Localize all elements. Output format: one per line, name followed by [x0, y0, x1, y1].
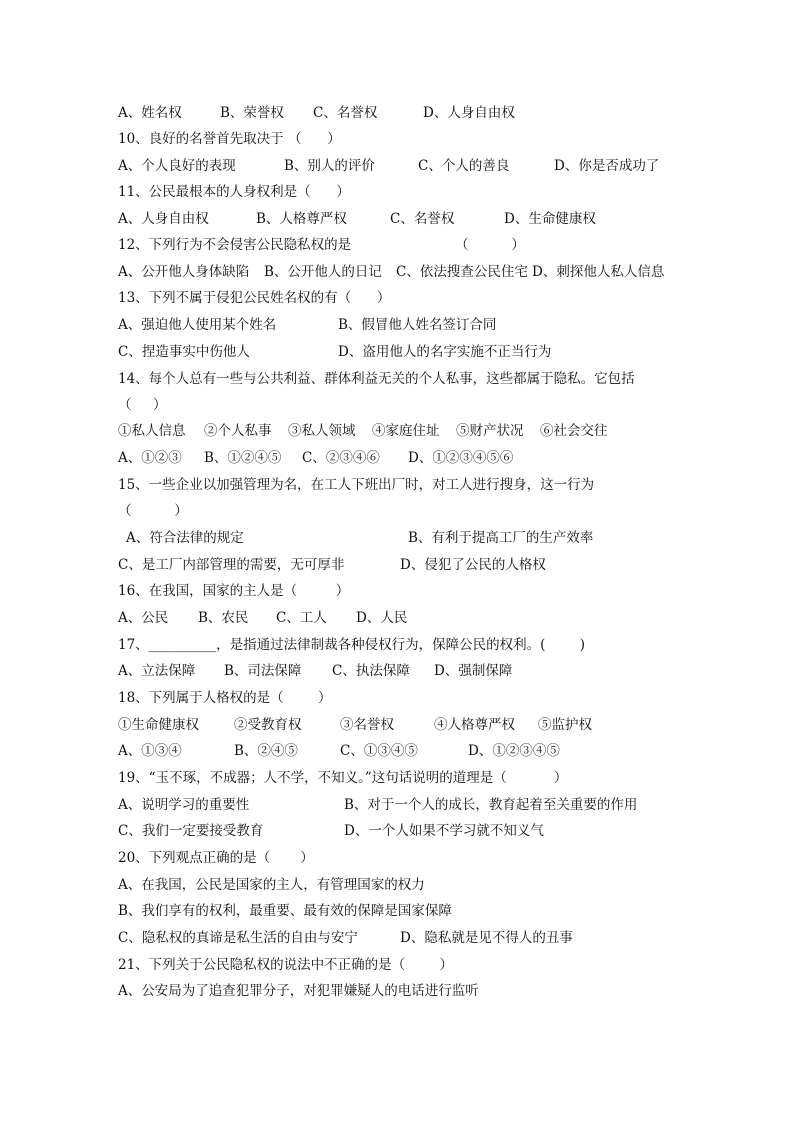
text-segment: A、①②③ — [118, 450, 182, 466]
text-line — [118, 658, 734, 684]
text-content: （ ） — [118, 503, 188, 519]
text-segment: 12、下列行为不会侵害公民隐私权的是 — [118, 237, 352, 253]
text-content: 16、在我国，国家的主人是（ ） — [118, 583, 350, 599]
text-line — [118, 765, 734, 791]
text-line — [118, 792, 734, 818]
text-line — [118, 285, 734, 311]
text-segment: B、人格尊严权 — [256, 211, 347, 227]
text-segment: A、符合法律的规定 — [126, 530, 244, 546]
text-content: 14、每个人总有一些与公共利益、群体利益无关的个人私事，这些都属于隐私。它包括 — [118, 371, 635, 387]
text-segment: D、人民 — [356, 610, 408, 626]
text-segment: C、工人 — [276, 610, 327, 626]
text-line — [118, 898, 734, 924]
text-segment: D、一个人如果不学习就不知义气 — [344, 823, 544, 839]
text-line — [118, 605, 734, 631]
text-line — [118, 418, 734, 444]
text-segment: C、②③④⑥ — [302, 450, 380, 466]
text-line — [118, 552, 734, 578]
text-line — [118, 632, 734, 658]
text-segment: A、①③④ — [118, 743, 182, 759]
text-line — [118, 978, 734, 1004]
text-segment: C、名誉权 — [313, 105, 378, 121]
text-segment: B、农民 — [198, 610, 249, 626]
text-line — [118, 312, 734, 338]
text-line — [118, 685, 734, 711]
text-line — [118, 445, 734, 471]
text-content: B、我们享有的权利，最重要、最有效的保障是国家保障 — [118, 903, 452, 919]
text-content: （ ） — [118, 397, 167, 413]
text-segment: ⑤财产状况 — [456, 423, 524, 439]
text-line — [118, 845, 734, 871]
text-segment: D、侵犯了公民的人格权 — [400, 557, 546, 573]
text-segment: D、强制保障 — [434, 663, 513, 679]
text-segment: B、有利于提高工厂的生产效率 — [408, 530, 594, 546]
text-line — [118, 153, 734, 179]
text-line — [118, 126, 734, 152]
text-segment: D、盗用他人的名字实施不正当行为 — [338, 344, 552, 360]
text-segment: D、①②③④⑤ — [468, 743, 560, 759]
text-segment: ④人格尊严权 — [434, 717, 515, 733]
text-segment: C、是工厂内部管理的需要，无可厚非 — [118, 557, 345, 573]
text-segment: ④家庭住址 — [372, 423, 440, 439]
text-segment: D、隐私就是见不得人的丑事 — [400, 930, 573, 946]
text-line — [118, 712, 734, 738]
text-segment: C、依法搜查公民住宅 — [396, 264, 528, 280]
text-segment: D、①②③④⑤⑥ — [408, 450, 514, 466]
text-line — [118, 392, 734, 418]
text-segment: D、你是否成功了 — [554, 158, 660, 174]
text-segment: A、姓名权 — [118, 105, 182, 121]
text-segment: A、人身自由权 — [118, 211, 209, 227]
text-segment: B、荣誉权 — [220, 105, 284, 121]
text-content: 11、公民最根本的人身权利是（ ） — [118, 184, 350, 200]
text-segment: B、别人的评价 — [284, 158, 375, 174]
text-segment: ③名誉权 — [340, 717, 394, 733]
text-segment: C、个人的善良 — [418, 158, 510, 174]
text-segment: D、生命健康权 — [504, 211, 596, 227]
text-line — [118, 472, 734, 498]
text-content: 20、下列观点正确的是（ ） — [118, 850, 314, 866]
text-segment: C、名誉权 — [390, 211, 455, 227]
text-segment: B、公开他人的日记 — [264, 264, 382, 280]
text-segment: （ ） — [455, 237, 525, 253]
text-segment: A、强迫他人使用某个姓名 — [118, 317, 277, 333]
text-segment: A、公开他人身体缺陷 — [118, 264, 250, 280]
text-segment: C、我们一定要接受教育 — [118, 823, 264, 839]
text-line — [118, 818, 734, 844]
text-line — [118, 259, 734, 285]
text-content: 10、良好的名誉首先取决于 （ ） — [118, 131, 341, 147]
text-line — [118, 578, 734, 604]
text-segment: ③私人领域 — [288, 423, 356, 439]
text-segment: B、对于一个人的成长，教育起着至关重要的作用 — [344, 797, 638, 813]
text-line — [118, 872, 734, 898]
text-line — [118, 100, 734, 126]
text-line — [118, 179, 734, 205]
text-line — [118, 366, 734, 392]
text-content: A、在我国，公民是国家的主人，有管理国家的权力 — [118, 877, 425, 893]
text-segment: C、捏造事实中伤他人 — [118, 344, 250, 360]
text-content: 18、下列属于人格权的是（ ） — [118, 690, 332, 706]
text-segment: ⑤监护权 — [538, 717, 592, 733]
text-segment: B、司法保障 — [224, 663, 302, 679]
text-content: 19、“玉不琢，不成器；人不学，不知义。”这句话说明的道理是（ ） — [118, 770, 568, 786]
text-content: 13、下列不属于侵犯公民姓名权的有（ ） — [118, 290, 391, 306]
text-line — [118, 738, 734, 764]
text-line — [118, 498, 734, 524]
text-segment: ①生命健康权 — [118, 717, 199, 733]
text-content: 15、一些企业以加强管理为名，在工人下班出厂时，对工人进行搜身，这一行为 — [118, 477, 595, 493]
text-segment: D、刺探他人私人信息 — [532, 264, 665, 280]
text-segment: D、人身自由权 — [423, 105, 515, 121]
text-line — [118, 232, 734, 258]
text-segment: ⑥社会交往 — [540, 423, 608, 439]
text-segment: C、隐私权的真谛是私生活的自由与安宁 — [118, 930, 358, 946]
text-line — [118, 339, 734, 365]
text-line — [118, 525, 734, 551]
text-segment: A、立法保障 — [118, 663, 196, 679]
text-line — [118, 206, 734, 232]
text-segment: A、说明学习的重要性 — [118, 797, 250, 813]
text-segment: C、执法保障 — [332, 663, 410, 679]
text-content: A、公安局为了追查犯罪分子，对犯罪嫌疑人的电话进行监听 — [118, 983, 479, 999]
text-segment: A、个人良好的表现 — [118, 158, 236, 174]
text-segment: ②受教育权 — [234, 717, 302, 733]
text-segment: B、②④⑤ — [234, 743, 298, 759]
text-content: 21、下列关于公民隐私权的说法中不正确的是（ ） — [118, 957, 454, 973]
text-segment: ②个人私事 — [204, 423, 272, 439]
text-segment: ①私人信息 — [118, 423, 186, 439]
text-line — [118, 925, 734, 951]
text-line — [118, 952, 734, 978]
text-content: 17、__________，是指通过法律制裁各种侵权行为，保障公民的权利。( ) — [118, 637, 586, 653]
text-segment: B、假冒他人姓名签订合同 — [338, 317, 497, 333]
text-segment: C、①③④⑤ — [340, 743, 418, 759]
text-segment: B、①②④⑤ — [204, 450, 282, 466]
text-segment: A、公民 — [118, 610, 169, 626]
